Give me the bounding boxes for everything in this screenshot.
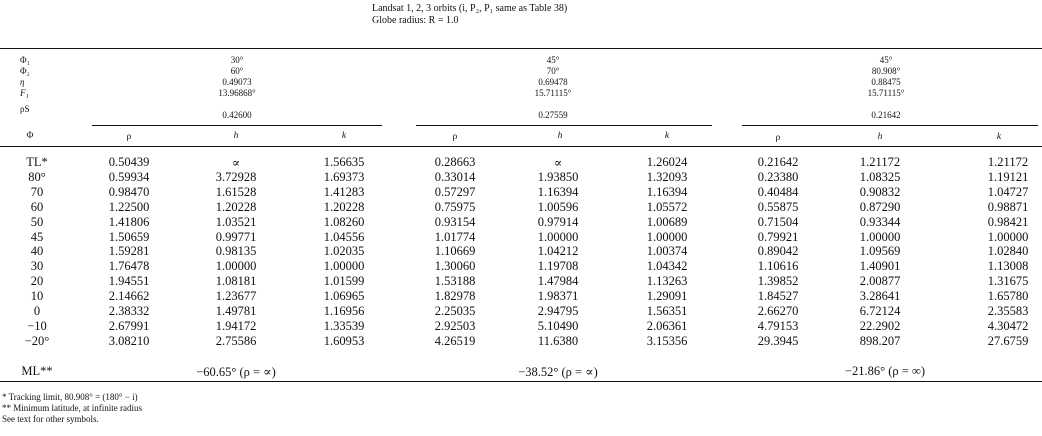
param-label-f1: F₁ <box>20 88 29 98</box>
group-1-underline <box>92 125 382 126</box>
value-cell: 1.04556 <box>323 229 365 244</box>
table-top-rule <box>0 48 1042 49</box>
value-cell: 1.33539 <box>323 318 365 333</box>
value-cell: 1.16394 <box>646 184 688 199</box>
value-cell: 0.33014 <box>434 169 476 184</box>
table-row <box>0 319 1042 333</box>
value-cell: 1.00000 <box>215 259 257 274</box>
value-cell: 1.82978 <box>434 289 476 304</box>
value-cell: 0.98421 <box>987 214 1029 229</box>
value-cell: 1.00596 <box>537 199 579 214</box>
value-cell: 1.32093 <box>646 169 688 184</box>
col-header-h-1: h <box>233 131 239 141</box>
value-cell: 22.2902 <box>859 318 901 333</box>
latitude-cell: −20° <box>24 333 50 348</box>
latitude-cell: 60 <box>30 199 44 214</box>
param-label-rho-s: ρS <box>20 104 30 114</box>
table-row <box>0 289 1042 303</box>
value-cell: 0.75975 <box>434 199 476 214</box>
group-3-phi1: 45° <box>879 55 893 65</box>
value-cell: 2.25035 <box>434 304 476 318</box>
latitude-cell: 70 <box>30 184 44 199</box>
value-cell: 3.15356 <box>646 333 688 348</box>
value-cell: 4.26519 <box>434 333 476 348</box>
table-row <box>0 185 1042 199</box>
column-header-rule <box>0 146 1042 147</box>
caption-line-1: Landsat 1, 2, 3 orbits (i, P₂, P₁ same as Table 38) <box>372 3 568 14</box>
value-cell: 1.41806 <box>108 214 150 229</box>
value-cell: 0.55875 <box>757 199 799 214</box>
group-3-phi2: 80.908° <box>871 66 901 76</box>
param-label-phi1: Φ₁ <box>20 55 30 65</box>
value-cell: 1.50659 <box>108 229 150 244</box>
value-cell: 1.94172 <box>215 318 257 333</box>
group-2-phi2: 70° <box>546 66 560 76</box>
value-cell: 1.00000 <box>537 229 579 244</box>
value-cell: 1.02035 <box>323 244 365 259</box>
value-cell: 27.6759 <box>987 333 1029 348</box>
value-cell: 1.41283 <box>323 184 365 199</box>
group-3-eta: 0.88475 <box>871 77 901 87</box>
value-cell: 2.06361 <box>646 318 688 333</box>
value-cell: 2.35583 <box>987 304 1029 318</box>
col-header-phi: Φ <box>26 131 34 141</box>
group-2-rho-s: 0.27559 <box>538 110 568 120</box>
group-1-phi1: 30° <box>230 55 244 65</box>
value-cell: 0.98871 <box>987 199 1029 214</box>
value-cell: 1.53188 <box>434 274 476 289</box>
value-cell: 2.75586 <box>215 333 257 348</box>
col-header-h-3: h <box>877 132 883 142</box>
value-cell: 1.04212 <box>537 244 579 259</box>
latitude-cell: −10 <box>27 318 47 333</box>
value-cell: 1.01599 <box>323 274 365 289</box>
value-cell: 1.65780 <box>987 289 1029 304</box>
value-cell: 0.23380 <box>757 169 799 184</box>
value-cell: 1.22500 <box>108 199 150 214</box>
value-cell: 4.79153 <box>757 318 799 333</box>
group-2-underline <box>416 125 712 126</box>
value-cell: 5.10490 <box>537 318 579 333</box>
value-cell: 1.20228 <box>323 199 365 214</box>
value-cell: 1.08325 <box>859 169 901 184</box>
table-row <box>0 259 1042 273</box>
value-cell: 2.38332 <box>108 304 150 318</box>
value-cell: 1.69373 <box>323 169 365 184</box>
value-cell: 3.08210 <box>108 333 150 348</box>
group-3-f1: 15.71115° <box>867 88 905 98</box>
table-row <box>0 274 1042 288</box>
value-cell: 1.04727 <box>987 184 1029 199</box>
value-cell: 11.6380 <box>537 333 579 348</box>
table-row <box>0 170 1042 184</box>
value-cell: 1.93850 <box>537 169 579 184</box>
param-label-eta: η <box>20 77 25 87</box>
value-cell: 0.89042 <box>757 244 799 259</box>
col-header-rho-2: ρ <box>452 132 458 142</box>
value-cell: 1.03521 <box>215 214 257 229</box>
value-cell: 1.10669 <box>434 244 476 259</box>
latitude-cell: TL* <box>26 155 48 169</box>
value-cell: 1.23677 <box>215 289 257 304</box>
value-cell: 0.79921 <box>757 229 799 244</box>
value-cell: 1.06965 <box>323 289 365 304</box>
value-cell: 0.93154 <box>434 214 476 229</box>
value-cell: 1.29091 <box>646 289 688 304</box>
value-cell: 0.28663 <box>434 155 476 169</box>
table-row <box>0 230 1042 244</box>
value-cell: 1.19708 <box>537 259 579 274</box>
value-cell: 0.97914 <box>537 214 579 229</box>
footnote-see-text: See text for other symbols. <box>2 414 99 424</box>
group-1-f1: 13.96868° <box>218 88 256 98</box>
value-cell: 1.76478 <box>108 259 150 274</box>
value-cell: 1.26024 <box>646 155 688 169</box>
value-cell: 3.72928 <box>215 169 257 184</box>
value-cell: 1.01774 <box>434 229 476 244</box>
group-2-f1: 15.71115° <box>534 88 572 98</box>
group-1-eta: 0.49073 <box>222 77 252 87</box>
col-header-k-3: k <box>996 132 1002 142</box>
value-cell: 2.92503 <box>434 318 476 333</box>
group-2-phi1: 45° <box>546 55 560 65</box>
table-row <box>0 304 1042 318</box>
col-header-h-2: h <box>557 131 563 141</box>
table-row <box>0 244 1042 258</box>
value-cell: 1.00000 <box>323 259 365 274</box>
value-cell: 1.60953 <box>323 333 365 348</box>
value-cell: 1.94551 <box>108 274 150 289</box>
latitude-cell: 40 <box>30 244 44 259</box>
value-cell: 1.00689 <box>646 214 688 229</box>
group-3-underline <box>742 125 1038 126</box>
ml-row-label: ML** <box>21 364 53 378</box>
value-cell: 0.98135 <box>215 244 257 259</box>
caption <box>372 3 567 26</box>
value-cell: 2.94795 <box>537 304 579 318</box>
value-cell: 1.39852 <box>757 274 799 289</box>
col-header-k-2: k <box>664 131 670 141</box>
table-row <box>0 200 1042 214</box>
table-row <box>0 215 1042 229</box>
value-cell: 1.59281 <box>108 244 150 259</box>
value-cell: 0.40484 <box>757 184 799 199</box>
group-3-rho-s: 0.21642 <box>871 110 901 120</box>
value-cell: 0.93344 <box>859 214 901 229</box>
caption-line-2: Globe radius: R = 1.0 <box>372 14 459 26</box>
latitude-cell: 30 <box>30 259 44 274</box>
value-cell: 0.59934 <box>108 169 150 184</box>
value-cell: 1.49781 <box>215 304 257 318</box>
value-cell: 1.61528 <box>215 184 257 199</box>
col-header-rho-1: ρ <box>126 132 132 142</box>
value-cell: 0.71504 <box>757 214 799 229</box>
value-cell: 1.47984 <box>537 274 579 289</box>
footnote-tracking-limit: * Tracking limit, 80.908° = (180° − i) <box>2 392 138 402</box>
value-cell: 1.08260 <box>323 214 365 229</box>
col-header-k-1: k <box>341 131 347 141</box>
value-cell: 2.66270 <box>757 304 799 318</box>
value-cell: 1.31675 <box>987 274 1029 289</box>
value-cell: ∝ <box>231 156 241 170</box>
ml-value-group-2: −38.52° (ρ = ∝) <box>518 365 598 379</box>
value-cell: 1.05572 <box>646 199 688 214</box>
value-cell: 1.40901 <box>859 259 901 274</box>
value-cell: 1.10616 <box>757 259 799 274</box>
value-cell: 2.00877 <box>859 274 901 289</box>
value-cell: 0.21642 <box>757 155 799 169</box>
latitude-cell: 10 <box>30 289 44 304</box>
ml-value-group-3: −21.86° (ρ = ∞) <box>844 364 926 378</box>
value-cell: 1.02840 <box>987 244 1029 259</box>
value-cell: 1.30060 <box>434 259 476 274</box>
col-header-rho-3: ρ <box>775 133 781 143</box>
value-cell: 0.50439 <box>108 155 150 169</box>
value-cell: 1.08181 <box>215 274 257 289</box>
latitude-cell: 0 <box>33 304 41 318</box>
value-cell: 1.16394 <box>537 184 579 199</box>
table-row <box>0 334 1042 348</box>
value-cell: 1.21172 <box>859 155 901 169</box>
value-cell: 1.00000 <box>987 229 1029 244</box>
value-cell: 0.98470 <box>108 184 150 199</box>
value-cell: ∝ <box>553 156 563 170</box>
value-cell: 1.16956 <box>323 304 365 318</box>
param-label-phi2: Φ₂ <box>20 66 30 76</box>
value-cell: 2.14662 <box>108 289 150 304</box>
value-cell: 1.04342 <box>646 259 688 274</box>
value-cell: 0.99771 <box>215 229 257 244</box>
value-cell: 1.21172 <box>987 155 1029 169</box>
value-cell: 1.13263 <box>646 274 688 289</box>
value-cell: 1.00000 <box>646 229 688 244</box>
latitude-cell: 80° <box>28 169 46 184</box>
value-cell: 29.3945 <box>757 333 799 348</box>
value-cell: 2.67991 <box>108 318 150 333</box>
value-cell: 898.207 <box>859 333 901 348</box>
value-cell: 0.87290 <box>859 199 901 214</box>
latitude-cell: 20 <box>30 274 44 289</box>
footnote-minimum-latitude: ** Minimum latitude, at infinite radius <box>2 403 142 413</box>
group-1-phi2: 60° <box>230 66 244 76</box>
value-cell: 1.98371 <box>537 289 579 304</box>
value-cell: 6.72124 <box>859 304 901 318</box>
group-2-eta: 0.69478 <box>538 77 568 87</box>
value-cell: 1.13008 <box>987 259 1029 274</box>
table-bottom-rule <box>0 381 1042 382</box>
value-cell: 1.56351 <box>646 304 688 318</box>
value-cell: 0.90832 <box>859 184 901 199</box>
table-row <box>0 155 1042 169</box>
group-1-rho-s: 0.42600 <box>222 110 252 120</box>
ml-value-group-1: −60.65° (ρ = ∝) <box>196 365 276 379</box>
value-cell: 1.09569 <box>859 244 901 259</box>
latitude-cell: 45 <box>30 229 44 244</box>
value-cell: 1.19121 <box>987 169 1029 184</box>
value-cell: 1.20228 <box>215 199 257 214</box>
value-cell: 1.84527 <box>757 289 799 304</box>
value-cell: 1.56635 <box>323 155 365 169</box>
latitude-cell: 50 <box>30 214 44 229</box>
value-cell: 0.57297 <box>434 184 476 199</box>
value-cell: 3.28641 <box>859 289 901 304</box>
value-cell: 1.00374 <box>646 244 688 259</box>
value-cell: 1.00000 <box>859 229 901 244</box>
value-cell: 4.30472 <box>987 318 1029 333</box>
